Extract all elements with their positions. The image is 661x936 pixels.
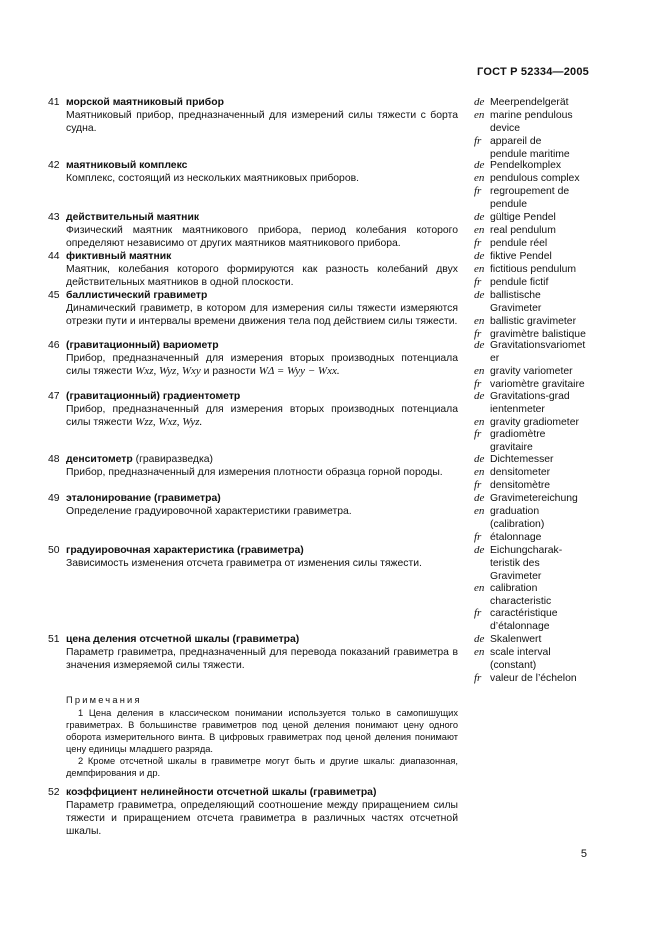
lang-code: de <box>474 211 485 223</box>
translation-text: real pendulum <box>490 225 556 236</box>
translation-fr <box>474 479 604 492</box>
translation-en <box>474 365 604 378</box>
translation-text: appareil de pendule maritime <box>490 136 570 160</box>
lang-code: en <box>474 365 485 377</box>
entry-51 <box>48 633 458 672</box>
lang-code: en <box>474 172 485 184</box>
entry-definition: Комплекс, состоящий из нескольких маятниковых приборов. <box>66 173 360 184</box>
entry-50 <box>48 544 458 570</box>
entry-term: фиктивный маятник <box>66 251 172 262</box>
entry-48 <box>48 453 458 479</box>
translation-fr <box>474 237 604 250</box>
translation-text: fiktive Pendel <box>490 251 552 262</box>
entry-definition: Прибор, предназначенный для измерения плотности образца горной породы. <box>66 467 443 478</box>
entry-number: 52 <box>48 787 60 798</box>
lang-code: de <box>474 250 485 262</box>
translation-text: gültige Pendel <box>490 212 556 223</box>
entry-number: 46 <box>48 340 60 351</box>
lang-code: fr <box>474 479 482 491</box>
entry-number: 44 <box>48 251 60 262</box>
translation-fr <box>474 607 604 633</box>
entry-term: эталонирование (гравиметра) <box>66 493 221 504</box>
entry-term: действительный маятник <box>66 212 200 223</box>
translation-text: marine pendulous device <box>490 110 573 134</box>
entry-definition: Параметр гравиметра, предназначенный для перевода показаний гравиметра в значения измеряемой силы тяжести. <box>66 647 458 671</box>
lang-code: en <box>474 466 485 478</box>
entry-term: коэффициент нелинейности отсчетной шкалы (гравиметра) <box>66 787 377 798</box>
lang-code: fr <box>474 672 482 684</box>
entry-definition: Динамический гравиметр, в котором для измерения силы тяжести измеряются отрезки пути и интервалы времени движения тела под действием силы тяжести. <box>66 303 458 327</box>
translation-text: caractéristique d’étalonnage <box>490 608 558 632</box>
lang-code: de <box>474 390 485 402</box>
lang-code: fr <box>474 237 482 249</box>
translation-text: densitometer <box>490 467 551 478</box>
translation-text: Gravimetereichung <box>490 493 578 504</box>
note-1: 1 Цена деления в классическом понимании используется только в самопишущих гравиметрах. В большинстве гравиметров под ценой деления понимают цену одного оборота измерительного винта. В цифровых гравиметрах под ценой деления понимают цену единицы младшего разряда. <box>66 708 458 754</box>
translation-en <box>474 224 604 237</box>
entry-definition: Маятниковый прибор, предназначенный для измерений силы тяжести с борта судна. <box>66 110 458 134</box>
entry-term: (гравитационный) градиентометр <box>66 391 241 402</box>
entry-definition <box>48 352 458 378</box>
translation-text: densitomètre <box>490 480 551 491</box>
translation-text: pendule réel <box>490 238 548 249</box>
entry-52 <box>48 786 458 838</box>
entry-number: 43 <box>48 212 60 223</box>
translation-fr <box>474 428 604 454</box>
translation-en <box>474 109 604 135</box>
translation-de <box>474 544 604 583</box>
translation-de <box>474 159 604 172</box>
entry-term: градуировочная характеристика (гравиметра) <box>66 545 304 556</box>
translation-text: graduation (calibration) <box>490 506 545 530</box>
entry-number: 51 <box>48 634 60 645</box>
document-header: ГОСТ Р 52334—2005 <box>477 66 589 78</box>
lang-code: fr <box>474 531 482 543</box>
translation-fr <box>474 185 604 211</box>
translation-text: gravimètre balistique <box>490 329 586 340</box>
translation-text: scale interval (constant) <box>490 647 551 671</box>
entry-47 <box>48 390 458 429</box>
translation-de <box>474 211 604 224</box>
translation-de <box>474 492 604 505</box>
entry-number: 45 <box>48 290 60 301</box>
lang-code: fr <box>474 135 482 147</box>
lang-code: fr <box>474 607 482 619</box>
lang-code: en <box>474 109 485 121</box>
entry-definition <box>48 403 458 429</box>
translation-text: pendulous complex <box>490 173 580 184</box>
translation-text: pendule fictif <box>490 277 549 288</box>
entry-term-qualifier: (гравиразведка) <box>135 454 214 465</box>
lang-code: fr <box>474 185 482 197</box>
entry-44 <box>48 250 458 289</box>
lang-code: de <box>474 544 485 556</box>
entry-term: денситометр <box>66 454 133 465</box>
entry-term: (гравитационный) вариометр <box>66 340 219 351</box>
translation-fr <box>474 531 604 544</box>
entry-41 <box>48 96 458 135</box>
translation-en <box>474 315 604 328</box>
entry-42 <box>48 159 458 185</box>
translation-de <box>474 96 604 109</box>
lang-code: en <box>474 263 485 275</box>
translation-text: Gravitations-gradientenmeter <box>490 391 570 415</box>
translation-text: ballistische Gravimeter <box>490 290 542 314</box>
lang-code: en <box>474 646 485 658</box>
formula: WΔ = Wyy − Wxx. <box>258 365 340 377</box>
translation-en <box>474 582 604 608</box>
lang-code: de <box>474 633 485 645</box>
lang-code: de <box>474 159 485 171</box>
translation-fr <box>474 276 604 289</box>
translation-text: Skalenwert <box>490 634 542 645</box>
translation-de <box>474 453 604 466</box>
translation-text: calibration characteristic <box>490 583 552 607</box>
translation-text: gravity gradiometer <box>490 417 579 428</box>
translation-text: gradiomètre gravitaire <box>490 429 546 453</box>
lang-code: fr <box>474 276 482 288</box>
translation-text: Dichtemesser <box>490 454 554 465</box>
entry-term: морской маятниковый прибор <box>66 97 224 108</box>
formula: Wzz, Wxz, Wyz. <box>135 416 203 428</box>
entry-43 <box>48 211 458 250</box>
entry-term: маятниковый комплекс <box>66 160 188 171</box>
formula: Wxz, Wyz, Wxy <box>135 365 201 377</box>
translation-de <box>474 289 604 315</box>
translation-en <box>474 263 604 276</box>
lang-code: en <box>474 505 485 517</box>
lang-code: de <box>474 96 485 108</box>
definition-text: Прибор, предназначенный для измерения вторых производных потенциала силы тяжести <box>66 353 458 377</box>
translation-text: Gravitationsvariometer <box>490 340 586 364</box>
entry-number: 49 <box>48 493 60 504</box>
lang-code: en <box>474 224 485 236</box>
translation-en <box>474 466 604 479</box>
lang-code: de <box>474 453 485 465</box>
translation-en <box>474 505 604 531</box>
translation-de <box>474 390 604 416</box>
translation-en <box>474 172 604 185</box>
translation-text: fictitious pendulum <box>490 264 577 275</box>
translation-text: étalonnage <box>490 532 542 543</box>
lang-code: fr <box>474 378 482 390</box>
translation-text: ballistic gravimeter <box>490 316 577 327</box>
translation-de <box>474 633 604 646</box>
translation-de <box>474 339 604 365</box>
lang-code: fr <box>474 428 482 440</box>
lang-code: en <box>474 416 485 428</box>
translation-text: regroupement de pendule <box>490 186 570 210</box>
translation-de <box>474 250 604 263</box>
entry-term: баллистический гравиметр <box>66 290 208 301</box>
entry-term: цена деления отсчетной шкалы (гравиметра) <box>66 634 300 645</box>
lang-code: en <box>474 315 485 327</box>
note-2: 2 Кроме отсчетной шкалы в гравиметре могут быть и другие шкалы: диапазонная, демпфирования и др. <box>66 756 458 778</box>
entry-definition: Зависимость изменения отсчета гравиметра от изменения силы тяжести. <box>66 558 422 569</box>
entry-number: 50 <box>48 545 60 556</box>
translation-en <box>474 646 604 672</box>
lang-code: fr <box>474 328 482 340</box>
definition-text: и разности <box>203 366 256 377</box>
translation-fr <box>474 672 604 685</box>
lang-code: de <box>474 289 485 301</box>
entry-definition: Маятник, колебания которого формируются как разность колебаний двух действительных маятников в одной плоскости. <box>66 264 458 288</box>
translation-text: valeur de l’échelon <box>490 673 577 684</box>
lang-code: de <box>474 339 485 351</box>
translation-fr <box>474 135 604 161</box>
entry-number: 48 <box>48 454 60 465</box>
entry-number: 47 <box>48 391 60 402</box>
entry-45 <box>48 289 458 328</box>
translation-text: Pendelkomplex <box>490 160 562 171</box>
notes-heading: Примечания <box>66 695 142 705</box>
translation-text: Meerpendelgerät <box>490 97 569 108</box>
lang-code: en <box>474 582 485 594</box>
entry-definition: Физический маятник маятникового прибора, период колебания которого определяют независимо от других маятников маятникового прибора. <box>66 225 458 249</box>
definition-text: Прибор, предназначенный для измерения вторых производных потенциала силы тяжести <box>66 404 458 428</box>
translation-text: variomètre gravitaire <box>490 379 585 390</box>
entry-49 <box>48 492 458 518</box>
notes-block <box>66 694 458 779</box>
translation-text: Eichungcharak-teristik des Gravimeter <box>490 545 563 582</box>
entry-definition: Определение градуировочной характеристики гравиметра. <box>66 506 352 517</box>
lang-code: de <box>474 492 485 504</box>
entry-number: 42 <box>48 160 60 171</box>
entry-definition: Параметр гравиметра, определяющий соотношение между приращением силы тяжести и приращением отсчета гравиметра в различных частях отсчетной шкалы. <box>66 800 458 837</box>
entry-number: 41 <box>48 97 60 108</box>
translation-text: gravity variometer <box>490 366 573 377</box>
entry-46 <box>48 339 458 378</box>
page-number: 5 <box>580 848 587 860</box>
